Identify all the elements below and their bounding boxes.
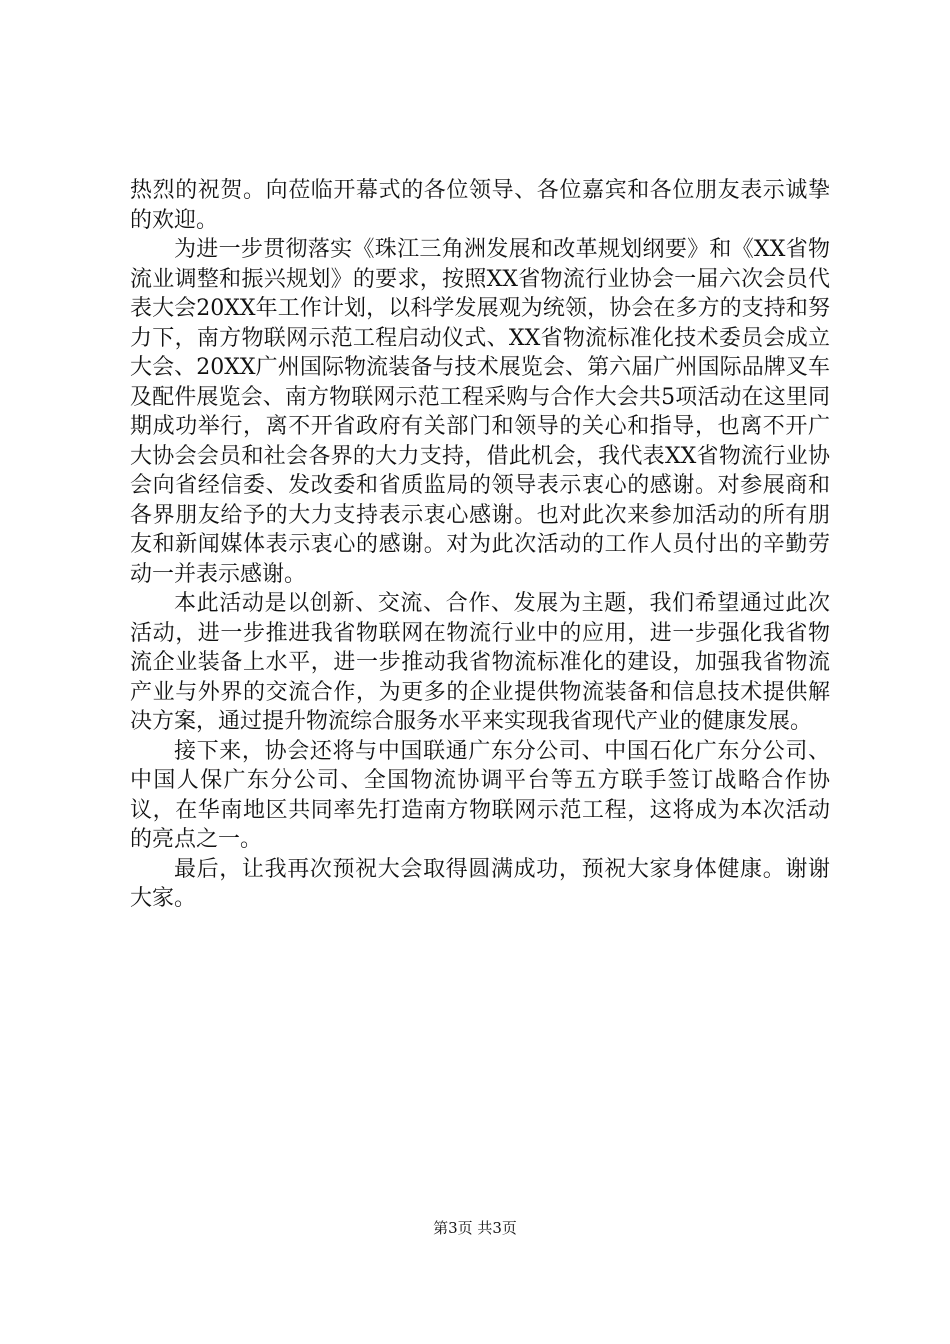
document-body xyxy=(130,176,830,914)
paragraph-4: 接下来，协会还将与中国联通广东分公司、中国石化广东分公司、中国人保广东分公司、全国物流协调平台等五方联手签订战略合作协议，在华南地区共同率先打造南方物联网示范工程，这将成为本次活动的亮点之一。 xyxy=(130,738,830,852)
paragraph-5: 最后，让我再次预祝大会取得圆满成功，预祝大家身体健康。谢谢大家。 xyxy=(130,856,830,911)
paragraph-3: 本此活动是以创新、交流、合作、发展为主题，我们希望通过此次活动，进一步推进我省物联网在物流行业中的应用，进一步强化我省物流企业装备上水平，进一步推动我省物流标准化的建设，加强我省物流产业与外界的交流合作，为更多的企业提供物流装备和信息技术提供解决方案，通过提升物流综合服务水平来实现我省现代产业的健康发展。 xyxy=(130,591,830,734)
paragraph-1: 热烈的祝贺。向莅临开幕式的各位领导、各位嘉宾和各位朋友表示诚挚的欢迎。 xyxy=(130,178,830,233)
page-number-footer: 第3页 共3页 xyxy=(433,1219,517,1237)
paragraph-2: 为进一步贯彻落实《珠江三角洲发展和改革规划纲要》和《XX省物流业调整和振兴规划》的要求，按照XX省物流行业协会一届六次会员代表大会20XX年工作计划，以科学发展观为统领，协会在多方的支持和努力下，南方物联网示范工程启动仪式、XX省物流标准化技术委员会成立大会、20XX广州国际物流装备与技术展览会、第六届广州国际品牌叉车及配件展览会、南方物联网示范工程采购与合作大会共5项活动在这里同期成功举行，离不开省政府有关部门和领导的关心和指导，也离不开广大协会会员和社会各界的大力支持，借此机会，我代表XX省物流行业协会向省经信委、发改委和省质监局的领导表示衷心的感谢。对参展商和各界朋友给予的大力支持表示衷心感谢。也对此次来参加活动的所有朋友和新闻媒体表示衷心的感谢。对为此次活动的工作人员付出的辛勤劳动一并表示感谢。 xyxy=(130,237,830,587)
